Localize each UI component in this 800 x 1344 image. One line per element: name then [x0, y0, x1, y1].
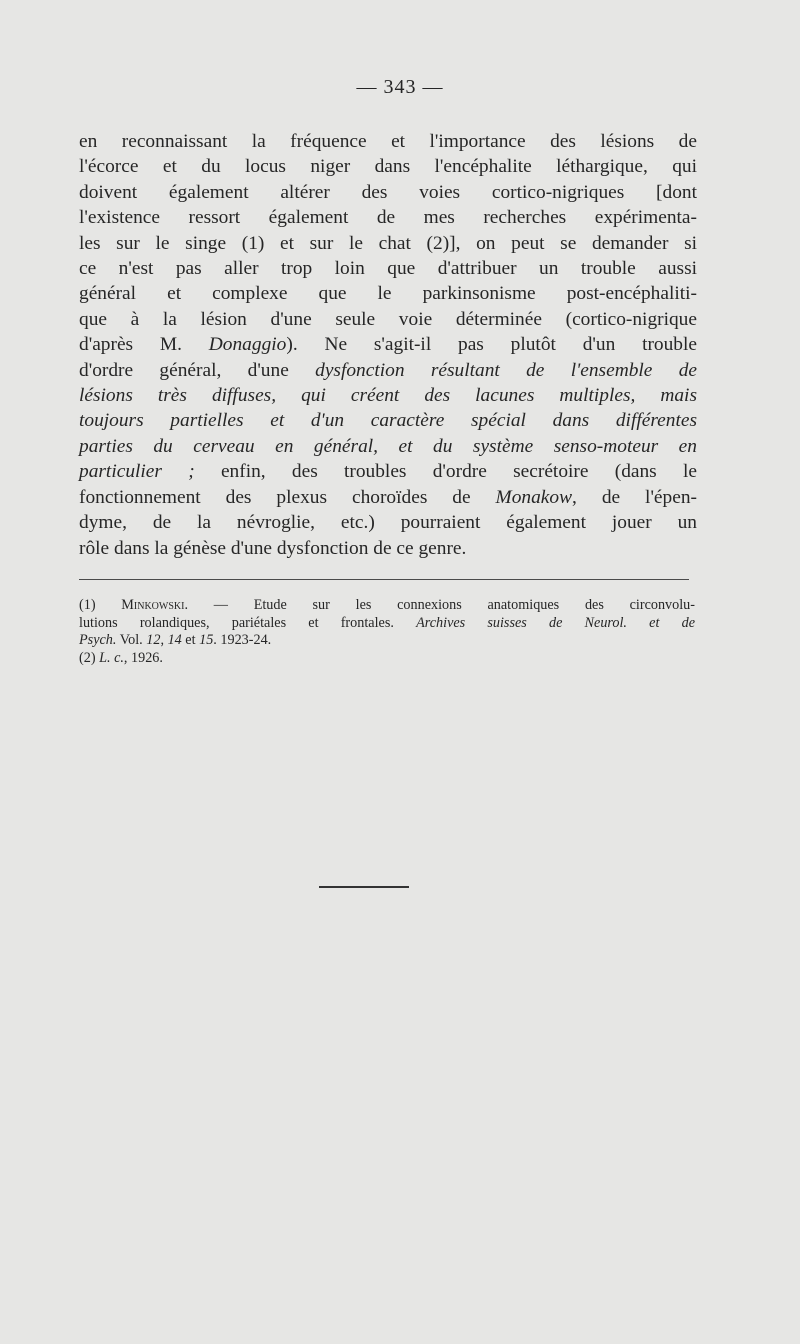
author-name-italic: Monakow [495, 486, 573, 508]
text-line: rôle dans la génèse d'une dysfonction de ce genre. [79, 537, 467, 559]
text-line: dyme, de la névroglie, etc.) pourraient également jouer un [79, 512, 697, 534]
text-line: doivent également altérer des voies cortico-nigriques [dont [79, 181, 697, 203]
text-line: en reconnaissant la fréquence et l'importance des lésions de [79, 131, 697, 152]
text-line: d'ordre général, d'une dysfonction résultant de l'ensemble de [79, 359, 697, 381]
page-number: — 343 — [356, 76, 444, 98]
italic-phrase: toujours partielles et d'un caractère spécial dans différentes [79, 410, 697, 432]
body-paragraph [79, 129, 697, 561]
text-line [79, 408, 697, 433]
text-line: d'après M. Donaggio). Ne s'agit-il pas plutôt d'un trouble [79, 334, 697, 356]
footnotes [79, 597, 695, 667]
text-line: les sur le singe (1) et sur le chat (2)], on peut se demander si [79, 232, 697, 254]
text-line: l'existence ressort également de mes recherches expérimenta- [79, 207, 697, 229]
footnote-1-line-3: Psych. Vol. 12, 14 et 15. 1923-24. [79, 632, 272, 649]
footnote-author: Minkowski [121, 597, 185, 613]
text-line [79, 434, 697, 459]
italic-phrase: particulier ; [79, 461, 195, 483]
author-name-italic: Donaggio [208, 334, 287, 356]
footnote-2: (2) L. c., 1926. [79, 649, 163, 666]
text-line [79, 383, 697, 408]
footnote-separator [79, 579, 689, 580]
text-line: particulier ; enfin, des troubles d'ordre secrétoire (dans le [79, 461, 697, 483]
footnote-1: (1) Minkowski. — Etude sur les connexions anatomiques des circonvolu- [79, 597, 696, 613]
text-line: général et complexe que le parkinsonisme post-encéphaliti- [79, 283, 697, 305]
footnote-1-line-2: lutions rolandiques, pariétales et frontales. Archives suisses de Neurol. et de [79, 614, 695, 631]
italic-phrase: dysfonction résultant de l'ensemble de [315, 359, 697, 381]
journal-title: Archives suisses de Neurol. et de [416, 614, 695, 631]
text-line: fonctionnement des plexus choroïdes de Monakow, de l'épen- [79, 486, 697, 508]
italic-phrase: parties du cerveau en général, et du système senso-moteur en [79, 435, 697, 457]
end-rule [319, 886, 409, 888]
text-line: ce n'est pas aller trop loin que d'attribuer un trouble aussi [79, 258, 697, 280]
text-line: que à la lésion d'une seule voie déterminée (cortico-nigrique [79, 308, 697, 330]
italic-phrase: lésions très diffuses, qui créent des lacunes multiples, mais [79, 385, 697, 407]
text-line: l'écorce et du locus niger dans l'encéphalite léthargique, qui [79, 156, 697, 178]
